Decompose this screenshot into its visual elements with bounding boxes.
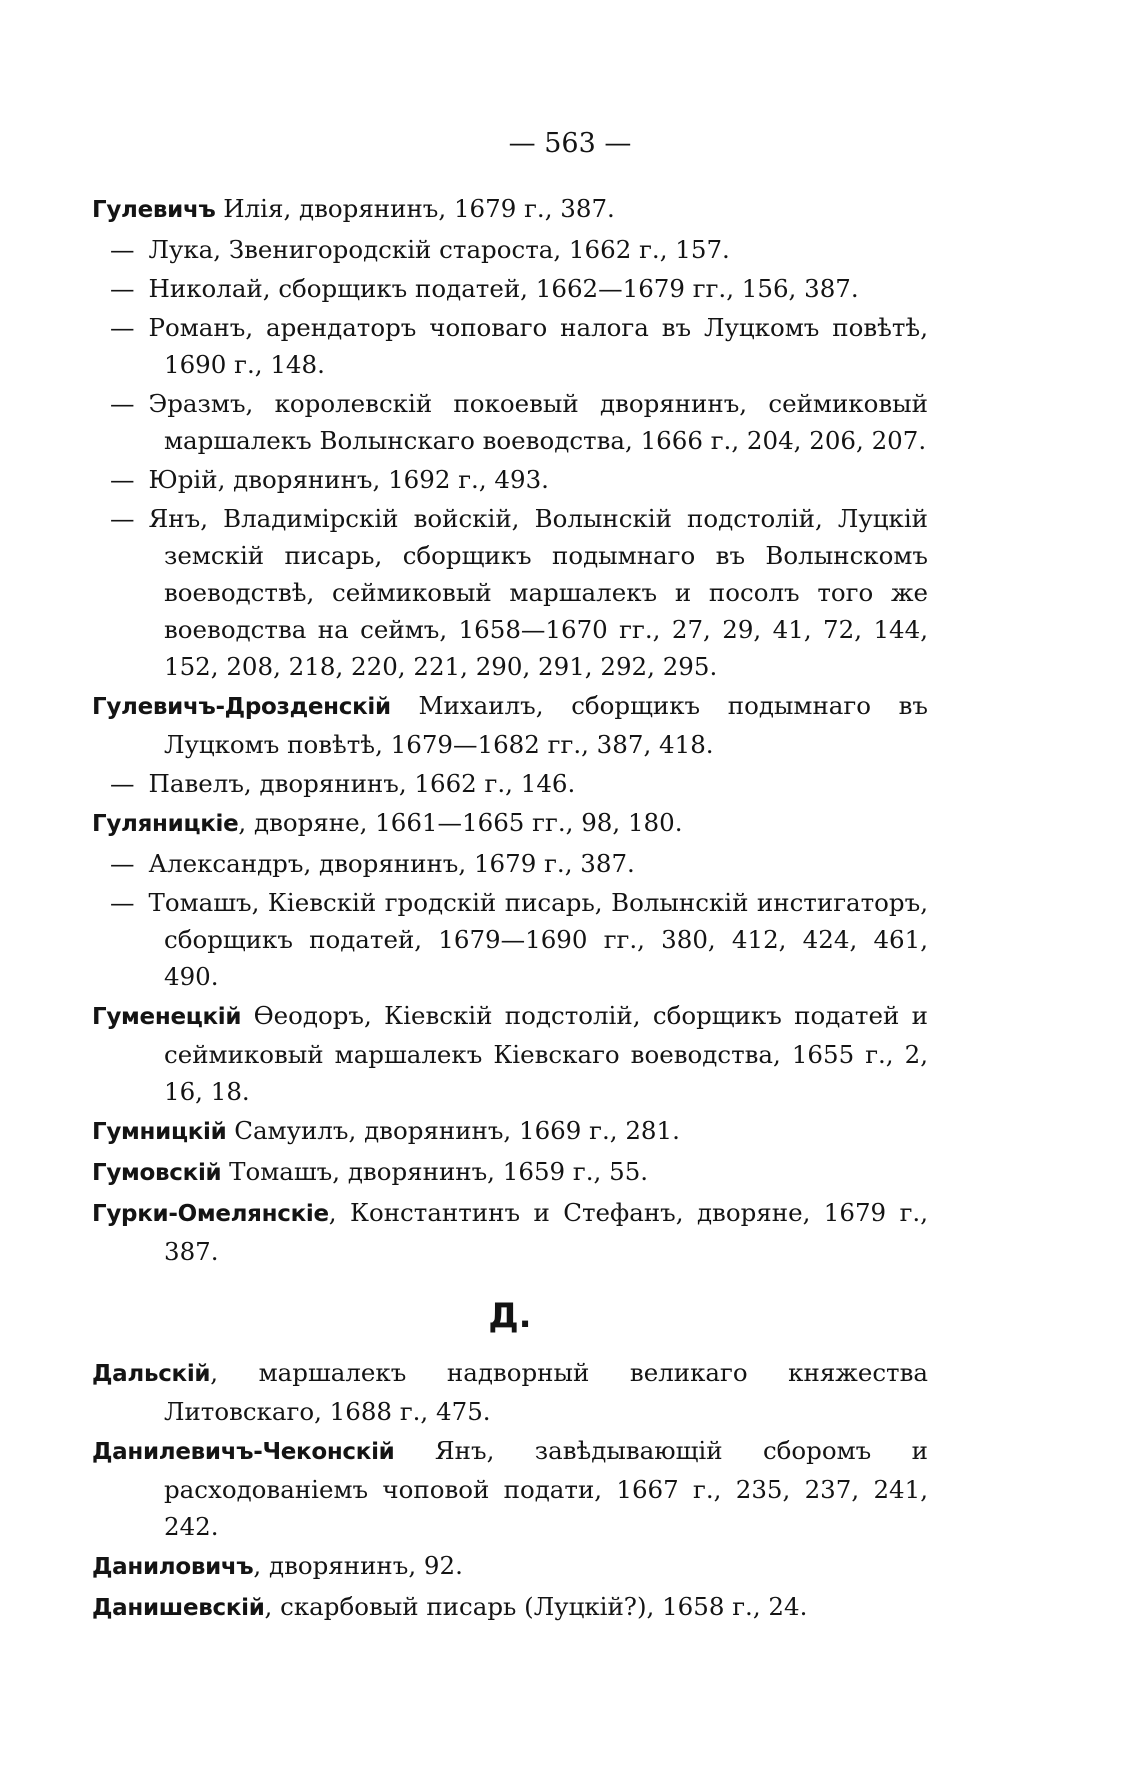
entry-surname: Данишевскій: [92, 1595, 265, 1621]
index-entry: [92, 1547, 928, 1586]
entry-text: Томашъ, дворянинъ, 1659 г., 55.: [221, 1157, 649, 1186]
index-subentry: [92, 500, 928, 685]
entry-surname: Гурки-Омелянскіе: [92, 1201, 329, 1227]
index-entry: [92, 687, 928, 763]
entry-dash: —: [110, 313, 135, 342]
entry-surname: Данилевичъ-Чеконскій: [92, 1439, 395, 1465]
entry-dash: —: [110, 504, 135, 533]
entry-text: Янъ, завѣдывающій сборомъ и расходованіемъ чоповой подати, 1667 г., 235, 237, 241, 242.: [164, 1436, 928, 1541]
index-entry: [92, 997, 928, 1110]
entry-text: Лука, Звенигородскій староста, 1662 г., 157.: [148, 235, 730, 264]
index-subentry: [92, 385, 928, 459]
index-subentry: [92, 231, 928, 268]
entry-text: Юрій, дворянинъ, 1692 г., 493.: [148, 465, 549, 494]
index-subentry: [92, 309, 928, 383]
index-subentry: [92, 461, 928, 498]
entry-text: , Константинъ и Стефанъ, дворяне, 1679 г., 387.: [164, 1198, 928, 1266]
entry-text: , скарбовый писарь (Луцкій?), 1658 г., 24.: [264, 1592, 808, 1621]
index-entry: [92, 1432, 928, 1545]
entry-surname: Гумницкій: [92, 1119, 227, 1145]
entry-dash: —: [110, 888, 135, 917]
index-entry: [92, 1153, 928, 1192]
entry-surname: Гуляницкіе: [92, 811, 239, 837]
index-entry: [92, 1588, 928, 1627]
entry-dash: —: [110, 849, 135, 878]
index-subentry: [92, 884, 928, 995]
entry-text: Янъ, Владимірскій войскій, Волынскій подстолій, Луцкій земскій писарь, сборщикъ подымнаго въ Волынскомъ воеводствѣ, сеймиковый маршалекъ и посолъ того же воеводства на сеймъ, 1658—1670 гг., 27, 29, 41, 72, 144, 152, 208, 218, 220, 221, 290, 291, 292, 295.: [148, 504, 928, 681]
entry-dash: —: [110, 235, 135, 264]
entry-text: Эразмъ, королевскій покоевый дворянинъ, сеймиковый маршалекъ Волынскаго воеводства, 1666 г., 204, 206, 207.: [148, 389, 928, 455]
entry-text: Самуилъ, дворянинъ, 1669 г., 281.: [226, 1116, 680, 1145]
index-entry: [92, 1194, 928, 1270]
entry-text: Романъ, арендаторъ чоповаго налога въ Луцкомъ повѣтѣ, 1690 г., 148.: [148, 313, 928, 379]
index-entry: [92, 1354, 928, 1430]
index-entries: [92, 190, 928, 1629]
entry-text: , дворянинъ, 92.: [253, 1551, 463, 1580]
entry-dash: —: [110, 769, 135, 798]
entry-text: Ѳеодоръ, Кіевскій подстолій, сборщикъ податей и сеймиковый маршалекъ Кіевскаго воеводства, 1655 г., 2, 16, 18.: [164, 1001, 928, 1106]
index-subentry: [92, 270, 928, 307]
entry-dash: —: [110, 389, 135, 418]
entry-text: Михаилъ, сборщикъ подымнаго въ Луцкомъ повѣтѣ, 1679—1682 гг., 387, 418.: [164, 691, 928, 759]
entry-dash: —: [110, 465, 135, 494]
entry-surname: Гулевичъ: [92, 197, 216, 223]
entry-surname: Гумовскій: [92, 1160, 222, 1186]
entry-text: , дворяне, 1661—1665 гг., 98, 180.: [238, 808, 683, 837]
entry-surname: Даниловичъ: [92, 1554, 254, 1580]
entries-group-d: [92, 1354, 928, 1627]
entry-text: Томашъ, Кіевскій гродскій писарь, Волынскій инстигаторъ, сборщикъ податей, 1679—1690 гг., 380, 412, 424, 461, 490.: [148, 888, 928, 991]
entry-surname: Гуменецкій: [92, 1004, 242, 1030]
entry-text: Илія, дворянинъ, 1679 г., 387.: [215, 194, 615, 223]
index-subentry: [92, 845, 928, 882]
entry-text: Павелъ, дворянинъ, 1662 г., 146.: [148, 769, 576, 798]
entries-group-g: [92, 190, 928, 1270]
entry-surname: Гулевичъ-Дрозденскій: [92, 694, 391, 720]
entry-text: , маршалекъ надворный великаго княжества Литовскаго, 1688 г., 475.: [164, 1358, 928, 1426]
entry-surname: Дальскій: [92, 1361, 211, 1387]
index-entry: [92, 804, 928, 843]
entry-text: Александръ, дворянинъ, 1679 г., 387.: [148, 849, 635, 878]
entry-dash: —: [110, 274, 135, 303]
index-entry: [92, 190, 928, 229]
page-number: — 563 —: [508, 128, 632, 159]
index-entry: [92, 1112, 928, 1151]
section-letter: Д.: [488, 1296, 532, 1336]
index-subentry: [92, 765, 928, 802]
entry-text: Николай, сборщикъ податей, 1662—1679 гг., 156, 387.: [148, 274, 859, 303]
